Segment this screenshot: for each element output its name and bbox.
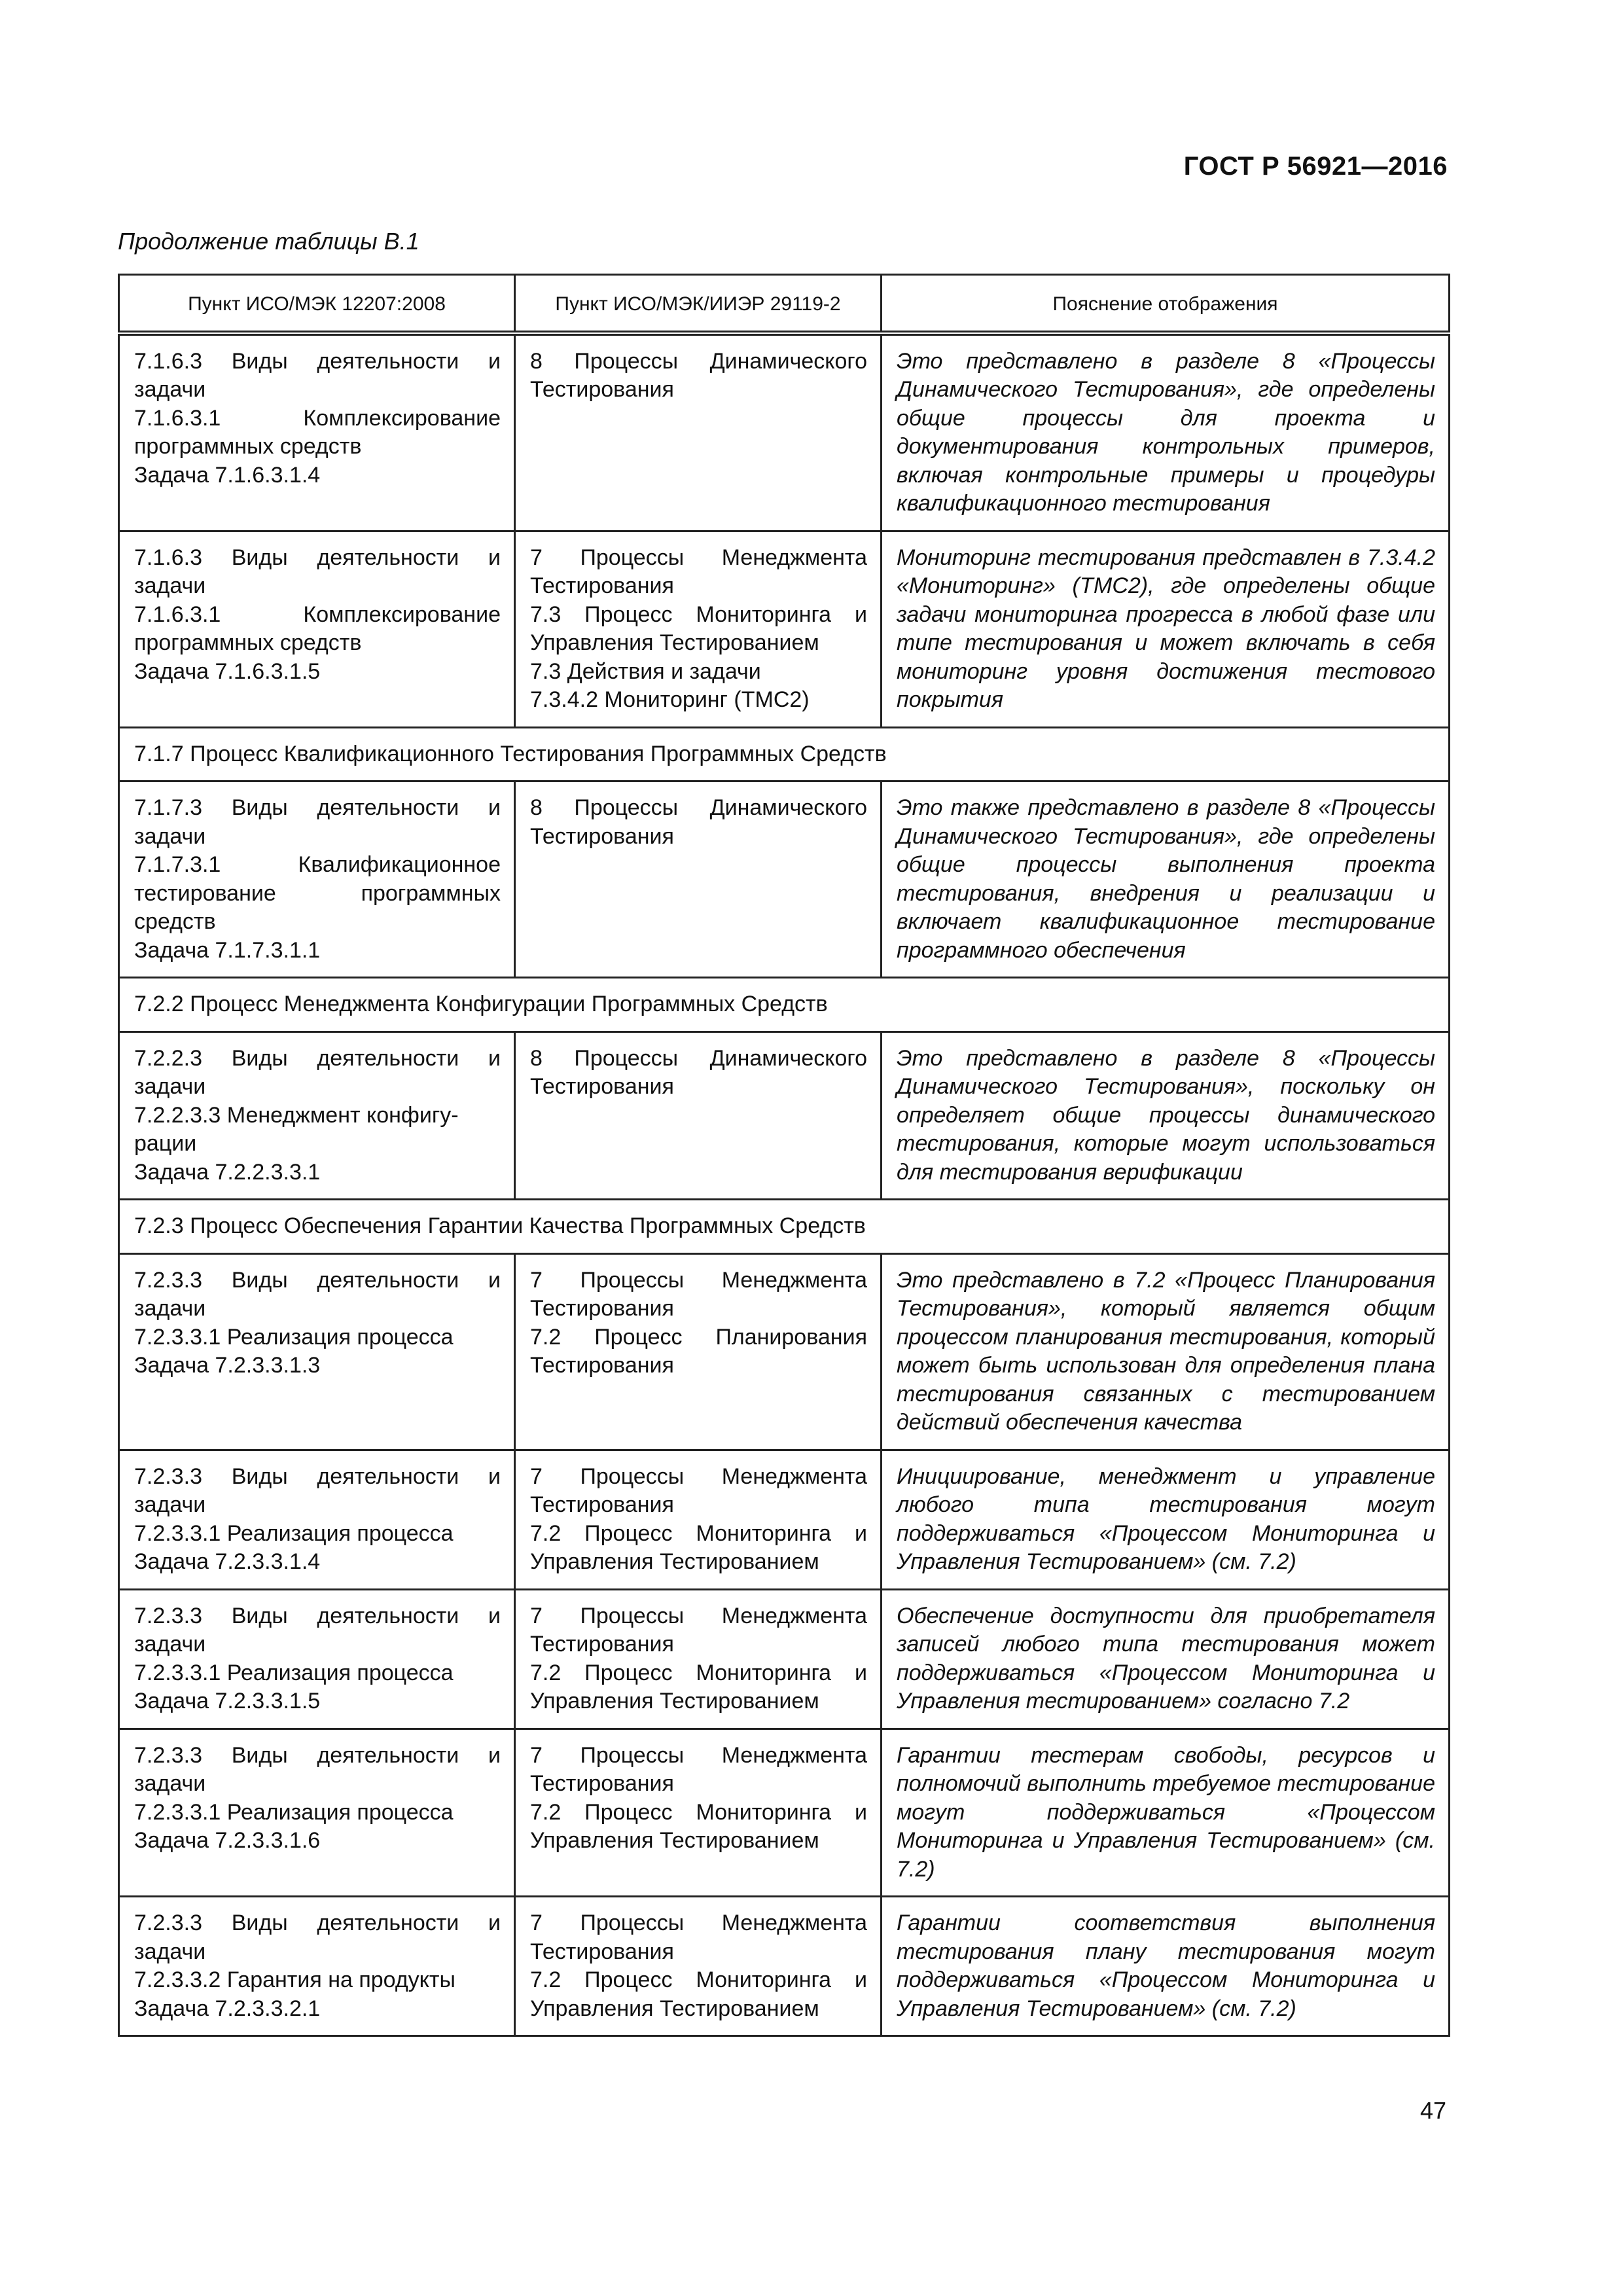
table-row bbox=[119, 531, 1450, 727]
cell-line: задачи bbox=[134, 573, 206, 598]
cell-line: 7.2.2.3 Виды деятельности и bbox=[134, 1045, 501, 1071]
cell-line: 7.2.3.3 Виды деятельности и bbox=[134, 1463, 501, 1489]
cell-explanation: Гарантии соответствия выполнения тестирования плану тестирования могут поддерживаться «Процессом Мониторинга и Управления Тестированием» (см. 7.2) bbox=[882, 1897, 1450, 2036]
cell-line: 7.2.3.3.1 Реализация процесса bbox=[134, 1520, 454, 1546]
table-row bbox=[119, 1897, 1450, 2036]
cell-line: Задача 7.2.3.3.1.5 bbox=[134, 1689, 321, 1713]
cell-explanation: Инициирование, менеджмент и управление любого типа тестирования могут поддерживаться «Процессом Мониторинга и Управления Тестированием» (см. 7.2) bbox=[882, 1450, 1450, 1589]
cell-line: 7.1.7.3.1 Квалификационное bbox=[134, 852, 501, 877]
cell-line: 7.2.3.3.1 Реализация процесса bbox=[134, 1660, 454, 1685]
cell-line: 8 Процессы Динамического bbox=[530, 795, 867, 820]
cell-line: 7.2.3.3 Виды деятельности и bbox=[134, 1267, 501, 1293]
cell-line: Тестирования bbox=[530, 1939, 674, 1964]
table-caption: Продолжение таблицы В.1 bbox=[118, 228, 419, 255]
cell-line: 8 Процессы Динамического bbox=[530, 348, 867, 374]
cell-line: 7.3 Действия и задачи bbox=[530, 658, 761, 684]
cell-line: 7 Процессы Менеджмента bbox=[530, 1603, 867, 1628]
cell-line: 7.2 Процесс Мониторинга и bbox=[530, 1660, 867, 1685]
cell-line: задачи bbox=[134, 1492, 206, 1517]
cell-line: Тестирования bbox=[530, 1632, 674, 1657]
section-heading: 7.1.7 Процесс Квалификационного Тестирования Программных Средств bbox=[119, 727, 1450, 781]
cell-line: задачи bbox=[134, 823, 206, 849]
cell-explanation: Обеспечение доступности для приобретателя записей любого типа тестирования может поддерживаться «Процессом Мониторинга и Управления тестированием» согласно 7.2 bbox=[882, 1589, 1450, 1729]
cell-explanation: Это представлено в разделе 8 «Процессы Динамического Тестирования», где определены общие процессы для проекта и документирования контрольных примеров, включая контрольные примеры и процедуры квалификационного тестирования bbox=[882, 333, 1450, 531]
cell-line: 7.2.3.3.1 Реализация процесса bbox=[134, 1324, 454, 1350]
cell-line: 7.3.4.2 Мониторинг (ТМС2) bbox=[530, 687, 810, 712]
cell-explanation: Это представлено в разделе 8 «Процессы Динамического Тестирования», поскольку он определяет общие процессы динамического тестирования, которые могут использоваться для тестирования верификации bbox=[882, 1031, 1450, 1200]
cell-line: тестирование программных bbox=[134, 880, 501, 906]
cell-line: 7.1.6.3 Виды деятельности и bbox=[134, 545, 501, 570]
table-header-row bbox=[119, 275, 1450, 333]
cell-line: 7.2.3.3 Виды деятельности и bbox=[134, 1910, 501, 1935]
table-row bbox=[119, 781, 1450, 978]
cell-line: Задача 7.2.3.3.1.6 bbox=[134, 1828, 321, 1853]
cell-iso-12207 bbox=[119, 781, 515, 978]
cell-line: Задача 7.2.3.3.2.1 bbox=[134, 1996, 321, 2021]
cell-line: Задача 7.1.6.3.1.5 bbox=[134, 658, 321, 684]
cell-line: Тестирования bbox=[530, 1492, 674, 1517]
cell-line: Задача 7.2.3.3.1.4 bbox=[134, 1549, 321, 1574]
cell-line: 7 Процессы Менеджмента bbox=[530, 1463, 867, 1489]
cell-line: Управления Тестированием bbox=[530, 1996, 819, 2021]
cell-line: Управления Тестированием bbox=[530, 630, 819, 655]
cell-line: задачи bbox=[134, 1632, 206, 1657]
cell-iso-12207 bbox=[119, 1450, 515, 1589]
cell-line: Тестирования bbox=[530, 1074, 674, 1099]
header-explanation: Пояснение отображения bbox=[882, 275, 1450, 333]
cell-line: Управления Тестированием bbox=[530, 1828, 819, 1853]
cell-line: 7.2 Процесс Планирования bbox=[530, 1324, 867, 1350]
section-row bbox=[119, 978, 1450, 1032]
cell-explanation: Это представлено в 7.2 «Процесс Планирования Тестирования», который является общим процессом планирования тестирования, который может быть использован для определения плана тестирования связанных с тестированием действий обеспечения качества bbox=[882, 1253, 1450, 1450]
mapping-table bbox=[118, 274, 1450, 2037]
cell-line: Тестирования bbox=[530, 1353, 674, 1378]
cell-iso-29119 bbox=[515, 1589, 882, 1729]
section-row bbox=[119, 727, 1450, 781]
table-row bbox=[119, 1450, 1450, 1589]
cell-iso-12207 bbox=[119, 1729, 515, 1897]
cell-line: 7 Процессы Менеджмента bbox=[530, 1742, 867, 1768]
cell-explanation: Мониторинг тестирования представлен в 7.3.4.2 «Мониторинг» (ТМС2), где определены общие задачи мониторинга прогресса в любой фазе или типе тестирования и может включать в себя мониторинг уровня достижения тестового покрытия bbox=[882, 531, 1450, 727]
cell-iso-29119 bbox=[515, 1729, 882, 1897]
table-row bbox=[119, 1253, 1450, 1450]
cell-iso-12207 bbox=[119, 1589, 515, 1729]
cell-line: Задача 7.1.7.3.1.1 bbox=[134, 937, 321, 963]
table-row bbox=[119, 1729, 1450, 1897]
cell-line: 7.3 Процесс Мониторинга и bbox=[530, 601, 867, 627]
cell-iso-29119 bbox=[515, 781, 882, 978]
section-heading: 7.2.2 Процесс Менеджмента Конфигурации Программных Средств bbox=[119, 978, 1450, 1032]
cell-explanation: Гарантии тестерам свободы, ресурсов и полномочий выполнить требуемое тестирование могут поддерживаться «Процессом Мониторинга и Управления Тестированием» (см. 7.2) bbox=[882, 1729, 1450, 1897]
cell-line: 7.2.2.3.3 Менеджмент конфигу- bbox=[134, 1102, 459, 1128]
cell-line: программных средств bbox=[134, 630, 362, 655]
cell-line: 7.1.6.3.1 Комплексирование bbox=[134, 601, 501, 627]
cell-iso-12207 bbox=[119, 1031, 515, 1200]
cell-line: 7.2.3.3.1 Реализация процесса bbox=[134, 1799, 454, 1825]
cell-line: 7.2.3.3 Виды деятельности и bbox=[134, 1603, 501, 1628]
cell-iso-29119 bbox=[515, 1253, 882, 1450]
cell-iso-12207 bbox=[119, 333, 515, 531]
cell-iso-12207 bbox=[119, 1253, 515, 1450]
cell-line: 7.2 Процесс Мониторинга и bbox=[530, 1520, 867, 1546]
cell-line: 7.2 Процесс Мониторинга и bbox=[530, 1967, 867, 1992]
cell-line: Тестирования bbox=[530, 1296, 674, 1321]
cell-iso-29119 bbox=[515, 1450, 882, 1589]
cell-line: 7.1.6.3.1 Комплексирование bbox=[134, 405, 501, 431]
table-row bbox=[119, 1031, 1450, 1200]
cell-line: средств bbox=[134, 909, 216, 934]
cell-line: программных средств bbox=[134, 434, 362, 459]
cell-explanation: Это также представлено в разделе 8 «Процессы Динамического Тестирования», где определены общие процессы выполнения проекта тестирования, внедрения и реализации и включает квалификационное тестирование программного обеспечения bbox=[882, 781, 1450, 978]
cell-line: Тестирования bbox=[530, 1771, 674, 1796]
cell-line: 7.2.3.3 Виды деятельности и bbox=[134, 1742, 501, 1768]
section-row bbox=[119, 1200, 1450, 1254]
cell-line: задачи bbox=[134, 1296, 206, 1321]
cell-line: Управления Тестированием bbox=[530, 1689, 819, 1713]
cell-line: Тестирования bbox=[530, 823, 674, 849]
cell-line: задачи bbox=[134, 1771, 206, 1796]
cell-line: 7 Процессы Менеджмента bbox=[530, 1910, 867, 1935]
cell-line: 7 Процессы Менеджмента bbox=[530, 1267, 867, 1293]
cell-line: задачи bbox=[134, 1074, 206, 1099]
cell-line: задачи bbox=[134, 1939, 206, 1964]
cell-line: Задача 7.1.6.3.1.4 bbox=[134, 462, 321, 488]
cell-line: Тестирования bbox=[530, 573, 674, 598]
cell-line: 7.1.7.3 Виды деятельности и bbox=[134, 795, 501, 820]
cell-line: задачи bbox=[134, 377, 206, 402]
header-iso-12207: Пункт ИСО/МЭК 12207:2008 bbox=[119, 275, 515, 333]
standard-code: ГОСТ Р 56921—2016 bbox=[1183, 152, 1448, 181]
section-heading: 7.2.3 Процесс Обеспечения Гарантии Качества Программных Средств bbox=[119, 1200, 1450, 1254]
page-number: 47 bbox=[1419, 2097, 1446, 2124]
cell-iso-29119 bbox=[515, 1897, 882, 2036]
cell-line: 7.1.6.3 Виды деятельности и bbox=[134, 348, 501, 374]
cell-line: Задача 7.2.3.3.1.3 bbox=[134, 1353, 321, 1378]
table-row bbox=[119, 333, 1450, 531]
cell-iso-29119 bbox=[515, 1031, 882, 1200]
cell-iso-29119 bbox=[515, 333, 882, 531]
cell-iso-12207 bbox=[119, 1897, 515, 2036]
header-iso-29119: Пункт ИСО/МЭК/ИИЭР 29119-2 bbox=[515, 275, 882, 333]
cell-line: 7.2 Процесс Мониторинга и bbox=[530, 1799, 867, 1825]
table-row bbox=[119, 1589, 1450, 1729]
table-body bbox=[119, 333, 1450, 2036]
cell-line: Тестирования bbox=[530, 377, 674, 402]
cell-line: Задача 7.2.2.3.3.1 bbox=[134, 1159, 321, 1185]
cell-line: Управления Тестированием bbox=[530, 1549, 819, 1574]
cell-line: 7 Процессы Менеджмента bbox=[530, 545, 867, 570]
cell-line: рации bbox=[134, 1131, 197, 1156]
cell-iso-12207 bbox=[119, 531, 515, 727]
cell-line: 8 Процессы Динамического bbox=[530, 1045, 867, 1071]
cell-iso-29119 bbox=[515, 531, 882, 727]
cell-line: 7.2.3.3.2 Гарантия на продукты bbox=[134, 1967, 455, 1992]
